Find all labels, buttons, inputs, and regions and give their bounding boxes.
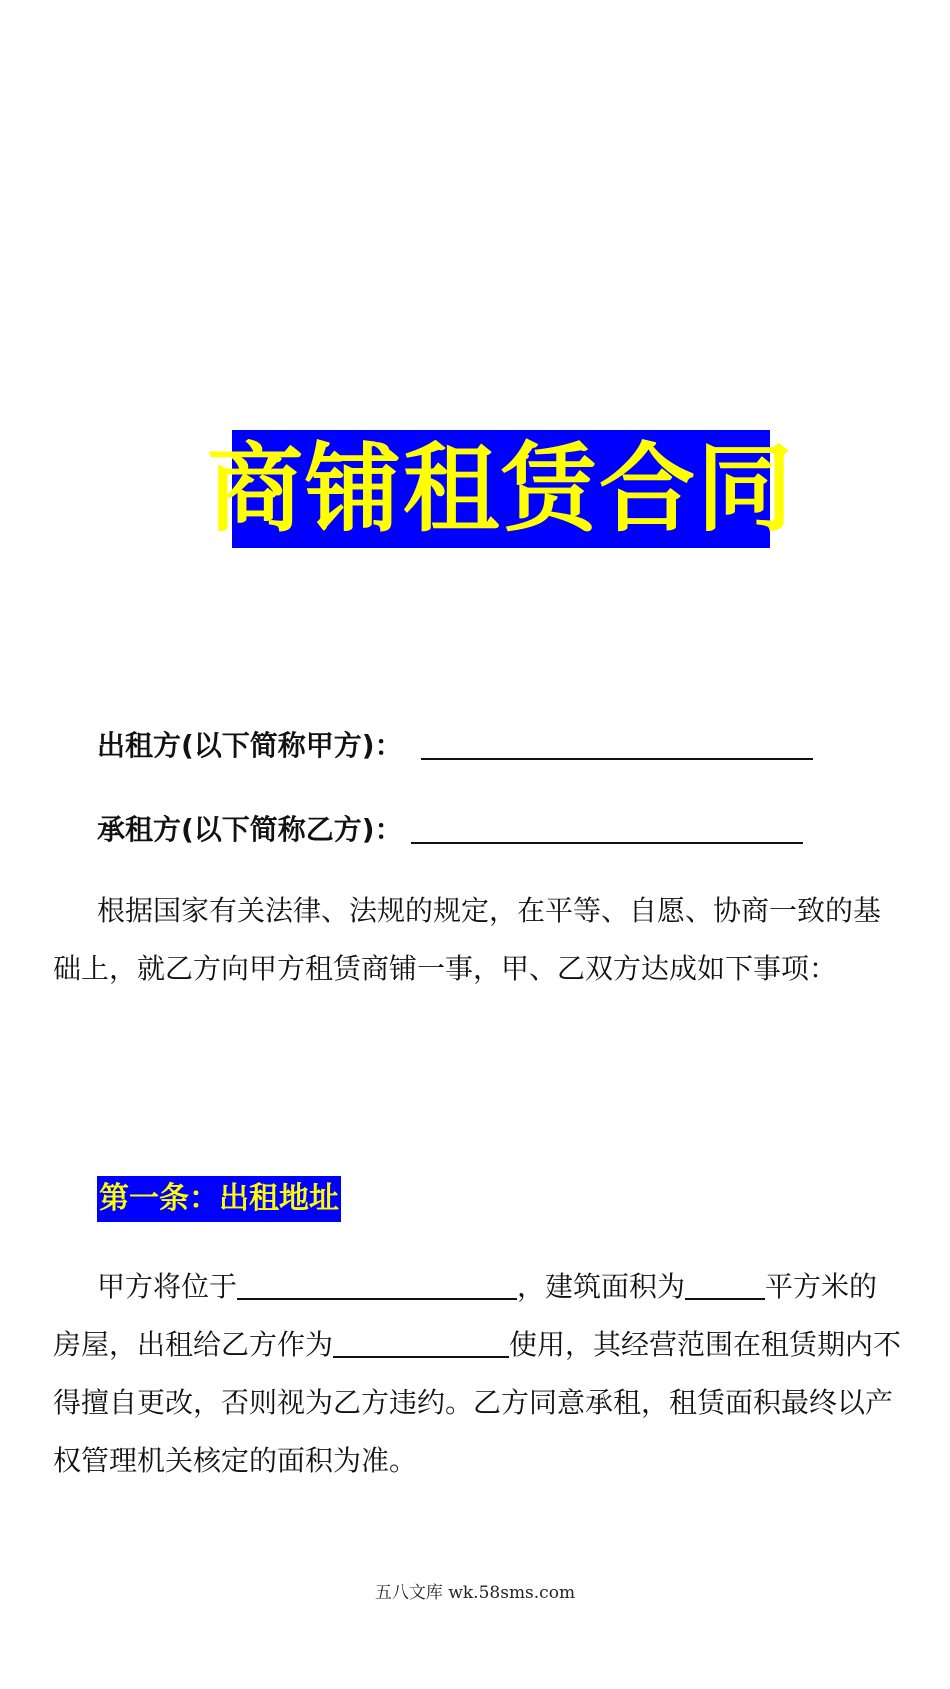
lessor-line — [97, 728, 813, 760]
article1-part1: 甲方将位于 — [97, 1270, 238, 1303]
lessee-line — [97, 812, 803, 844]
article1-paragraph — [53, 1258, 903, 1490]
location-blank — [237, 1270, 517, 1300]
area-blank — [685, 1270, 765, 1300]
use-blank — [333, 1328, 509, 1358]
document-title: 商铺租赁合同 — [207, 433, 795, 545]
footer-watermark: 五八文库 wk.58sms.com — [374, 1583, 576, 1603]
lessor-blank — [421, 728, 813, 760]
lessor-label: 出租方(以下简称甲方)： — [97, 729, 403, 762]
title-banner — [207, 430, 795, 548]
article1-part3: 平方米的房屋，出租给乙方作为 — [53, 1270, 878, 1361]
article1-part2: ，建筑面积为 — [517, 1270, 686, 1303]
lessee-label: 承租方(以下简称乙方)： — [97, 813, 403, 846]
article1-part4: 使用，其经营范围在租赁期内不得擅自更改，否则视为乙方违约。乙方同意承租，租赁面积最终以产权管理机关核定的面积为准。 — [53, 1328, 902, 1477]
intro-paragraph: 根据国家有关法律、法规的规定，在平等、自愿、协商一致的基础上，就乙方向甲方租赁商铺一事，甲、乙双方达成如下事项： — [53, 894, 882, 985]
lessee-blank — [411, 812, 803, 844]
article1-heading: 第一条：出租地址 — [97, 1176, 341, 1222]
